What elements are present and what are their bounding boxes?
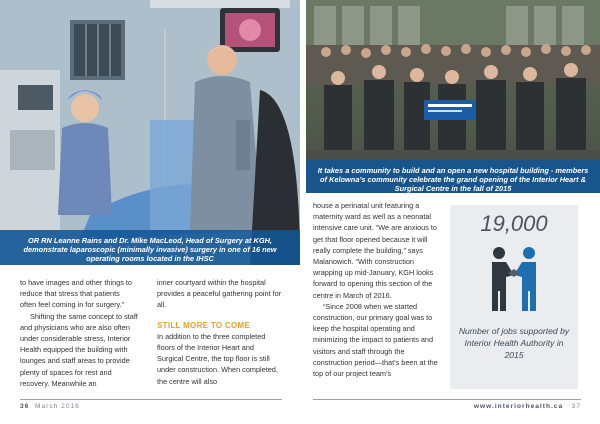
paragraph: Shifting the same concept to staff and physicians who are also often under considerable stress, Interior Health equipped the building with lounges and staff areas to provide plenty of spaces for rest and recovery. Meanwhile an bbox=[20, 311, 138, 388]
paragraph: “Since 2008 when we started construction, our primary goal was to keep the hospital operating and minimizing the impact to patients and visitors and staff through the construction period—that’s been at the top of our project team’s bbox=[313, 301, 438, 379]
paragraph: In addition to the three completed floors of the Interior Heart and Surgical Centre, the top floor is still under construction. When completed, the centre will also bbox=[157, 331, 278, 386]
stat-box bbox=[450, 205, 578, 389]
grand-opening-photo bbox=[306, 0, 600, 193]
stat-number: 19,000 bbox=[480, 211, 548, 236]
handshake-icon bbox=[488, 245, 540, 313]
folio-right bbox=[463, 403, 581, 410]
photo-caption-right: It takes a community to build and an open a new hospital building - members of Kelowna’s community celebrate the grand opening of the Interior Heart & Surgical Centre in the fall of 2015 bbox=[306, 160, 600, 193]
stat-caption: Number of jobs supported by Interior Health Authority in 2015 bbox=[458, 326, 570, 360]
right-column bbox=[313, 200, 442, 379]
issue-date: March 2016 bbox=[35, 403, 80, 410]
operating-room-photo bbox=[0, 0, 300, 265]
page-number-left: 36 bbox=[20, 403, 30, 410]
section-heading: STILL MORE TO COME bbox=[157, 320, 251, 330]
left-column-2 bbox=[157, 277, 282, 387]
paragraph: house a perinatal unit featuring a maternity ward as well as a neonatal intensive care unit. “We are anxious to get that floor opened because it will really complete the building,” says Malanowich. “With construction wrapping up mid-January, KGH looks forward to opening this section of the centre in March of 2016. bbox=[313, 201, 437, 300]
operating-room-illustration bbox=[0, 0, 300, 265]
paragraph: inner courtyard within the hospital provides a peaceful gathering point for all. bbox=[157, 278, 282, 310]
footer-rule-right bbox=[313, 399, 581, 400]
left-column-1 bbox=[20, 277, 138, 389]
website: www.interiorhealth.ca bbox=[473, 403, 564, 410]
photo-caption-left: OR RN Leanne Rains and Dr. Mike MacLeod, Head of Surgery at KGH, demonstrate laparoscopic (minimally invasive) surgery in one of 16 new operating rooms located in the IHSC bbox=[0, 230, 300, 265]
paragraph: to have images and other things to reduce that stress that patients often feel coming in for surgery.” bbox=[20, 278, 132, 310]
footer-rule-left bbox=[20, 399, 282, 400]
folio-left bbox=[20, 403, 80, 410]
page-number-right: 37 bbox=[571, 403, 581, 410]
